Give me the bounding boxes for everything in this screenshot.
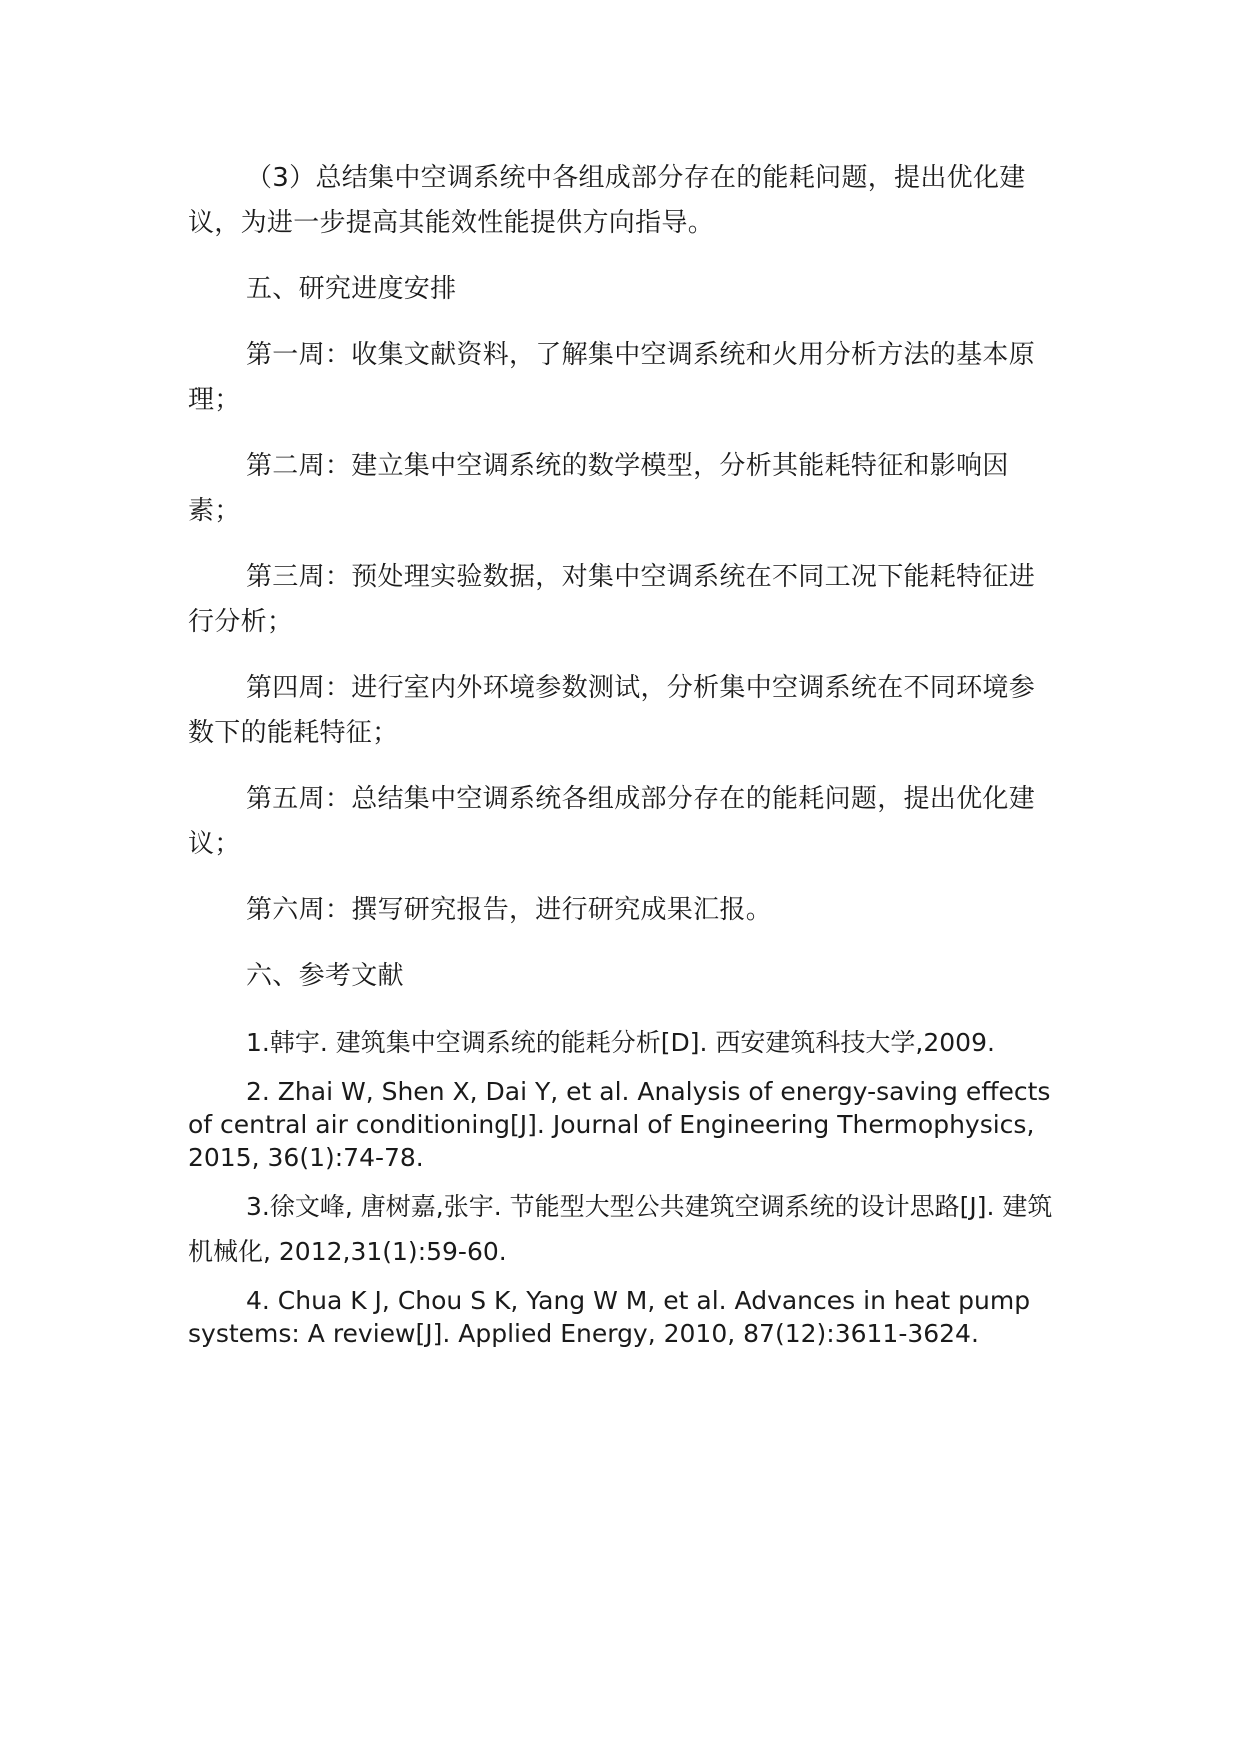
schedule-week-1: 第一周：收集文献资料，了解集中空调系统和火用分析方法的基本原理； <box>188 340 1036 415</box>
document-body <box>188 156 1058 1350</box>
reference-2: 2. Zhai W, Shen X, Dai Y, et al. Analysis of energy-saving effects of central air conditioning[J]. Journal of Engineering Thermophysics, 2015, 36(1):74-78. <box>188 1077 1051 1172</box>
section-heading-schedule: 五、研究进度安排 <box>246 274 457 304</box>
schedule-week-5: 第五周：总结集中空调系统各组成部分存在的能耗问题，提出优化建议； <box>188 784 1036 859</box>
section-heading-references: 六、参考文献 <box>246 961 404 991</box>
schedule-week-6: 第六周：撰写研究报告，进行研究成果汇报。 <box>246 895 773 925</box>
objective-item-3: （3）总结集中空调系统中各组成部分存在的能耗问题，提出优化建议，为进一步提高其能效性能提供方向指导。 <box>188 163 1026 238</box>
schedule-week-2: 第二周：建立集中空调系统的数学模型，分析其能耗特征和影响因素； <box>188 451 1009 526</box>
reference-1: 1.韩宇. 建筑集中空调系统的能耗分析[D]. 西安建筑科技大学,2009. <box>246 1028 995 1057</box>
reference-4: 4. Chua K J, Chou S K, Yang W M, et al. Advances in heat pump systems: A review[J]. Applied Energy, 2010, 87(12):3611-3624. <box>188 1286 1031 1348</box>
schedule-week-3: 第三周：预处理实验数据，对集中空调系统在不同工况下能耗特征进行分析； <box>188 562 1036 637</box>
reference-3: 3.徐文峰, 唐树嘉,张宇. 节能型大型公共建筑空调系统的设计思路[J]. 建筑机械化, 2012,31(1):59-60. <box>188 1192 1053 1266</box>
schedule-week-4: 第四周：进行室内外环境参数测试，分析集中空调系统在不同环境参数下的能耗特征； <box>188 673 1036 748</box>
